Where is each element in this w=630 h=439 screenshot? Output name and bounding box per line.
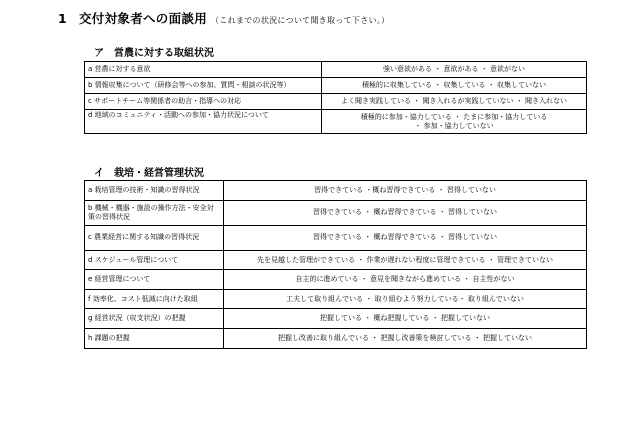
- item-label: d 地域のコミュニティ・活動への参加・協力状況について: [85, 110, 322, 134]
- answer-options-line: 積極的に参加・協力している ・ たまに参加・協力している: [360, 112, 548, 121]
- section-b-table: [84, 180, 587, 349]
- table-row: [85, 270, 587, 290]
- table-row: [85, 94, 587, 110]
- answer-options: 把握し改善に取り組んでいる ・ 把握し改善策を検討している ・ 把握していない: [224, 328, 587, 348]
- title-note: （これまでの状況について聞き取って下さい。）: [211, 16, 390, 25]
- section-a-heading: ア 営農に対する取組状況: [94, 48, 214, 59]
- table-row: [85, 309, 587, 329]
- answer-options-line: ・ 参加・協力していない: [414, 121, 494, 130]
- answer-options: 強い意欲がある ・ 意欲がある ・ 意欲がない: [322, 62, 587, 78]
- title-number: 1: [58, 11, 67, 26]
- answer-options: 習得できている ・概ね習得できている ・ 習得していない: [224, 181, 587, 201]
- answer-options: [322, 110, 587, 134]
- answer-options: 自主的に進めている ・ 意見を聞きながら進めている ・ 自主性がない: [224, 270, 587, 290]
- item-label: a 栽培管理の技術・知識の習得状況: [85, 181, 224, 201]
- section-b-heading: イ 栽培・経営管理状況: [94, 168, 204, 179]
- table-row: [85, 200, 587, 225]
- table-row: [85, 181, 587, 201]
- item-label: f 効率化、コスト低減に向けた取組: [85, 289, 224, 309]
- page-title: [58, 9, 389, 27]
- item-label: a 営農に対する意欲: [85, 62, 322, 78]
- answer-options: 習得できている ・ 概ね習得できている ・ 習得していない: [224, 200, 587, 225]
- item-label: h 課題の把握: [85, 328, 224, 348]
- item-label: b 機械・機器・施設の操作方法・安全対策の習得状況: [85, 200, 224, 225]
- answer-options: 工夫して取り組んでいる ・ 取り組むよう努力している・ 取り組んでいない: [224, 289, 587, 309]
- item-label: g 経営状況（収支状況）の把握: [85, 309, 224, 329]
- table-row: [85, 62, 587, 78]
- answer-options: よく聞き実践している ・ 聞き入れるが実践していない ・ 聞き入れない: [322, 94, 587, 110]
- table-row: [85, 250, 587, 270]
- title-main: 交付対象者への面談用: [79, 11, 208, 26]
- item-label: c サポートチーム等関係者の助言・指導への対応: [85, 94, 322, 110]
- table-row: [85, 289, 587, 309]
- item-label: b 情報収集について（研修会等への参加、質問・相談の状況等）: [85, 78, 322, 94]
- answer-options: 積極的に収集している ・ 収集している ・ 収集していない: [322, 78, 587, 94]
- answer-options: 習得できている ・ 概ね習得できている ・ 習得していない: [224, 225, 587, 250]
- section-a-table: [84, 61, 587, 134]
- answer-options: 先を見越した管理ができている ・ 作業が遅れない程度に管理できている ・ 管理できていない: [224, 250, 587, 270]
- item-label: e 経営管理について: [85, 270, 224, 290]
- answer-options: 把握している ・ 概ね把握している ・ 把握していない: [224, 309, 587, 329]
- item-label: d スケジュール管理について: [85, 250, 224, 270]
- table-row: [85, 328, 587, 348]
- table-row: [85, 110, 587, 134]
- item-label: c 農業経営に関する知識の習得状況: [85, 225, 224, 250]
- table-row: [85, 78, 587, 94]
- table-row: [85, 225, 587, 250]
